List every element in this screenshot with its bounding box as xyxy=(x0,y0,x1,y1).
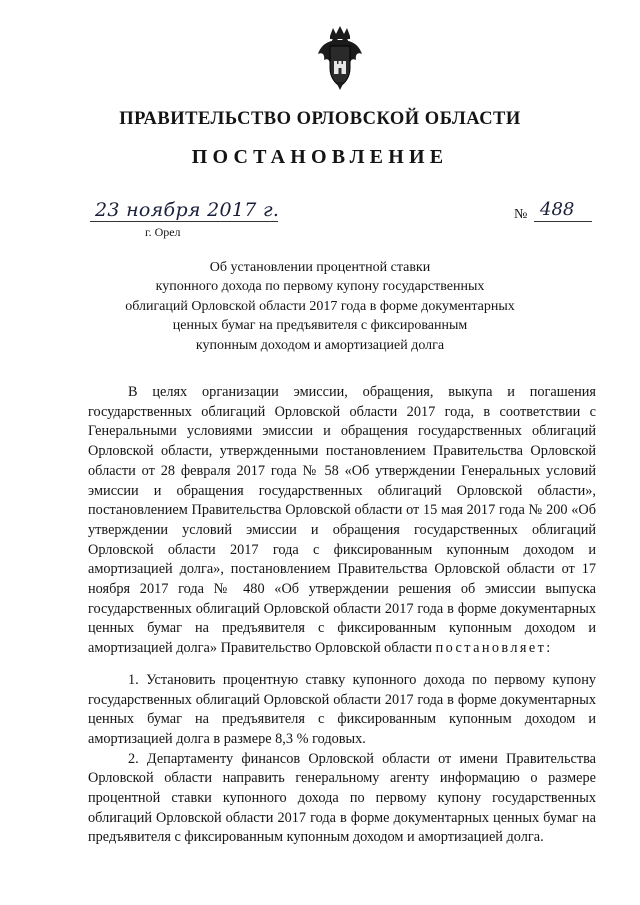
document-body xyxy=(88,383,596,848)
document-subject xyxy=(110,258,530,355)
government-title: ПРАВИТЕЛЬСТВО ОРЛОВСКОЙ ОБЛАСТИ xyxy=(119,109,521,129)
preamble-paragraph xyxy=(88,383,596,659)
item-1-paragraph: 1. Установить процентную ставку купонного дохода по первому купону государственных облигаций Орловской области 2017 года в форме документарных ценных бумаг на предъявителя с фиксированным купонным доходом и амортизацией долга в размере 8,3 % годовых. xyxy=(88,671,596,747)
handwritten-date: 23 ноября 2017 г. xyxy=(95,199,280,221)
date-underline xyxy=(90,221,278,222)
city-label: г. Орел xyxy=(145,225,181,239)
resolves-word: постановляет: xyxy=(435,640,553,657)
subject-line: облигаций Орловской области 2017 года в форме документарных xyxy=(125,298,515,314)
handwritten-number: 488 xyxy=(540,199,575,220)
subject-line: Об установлении процентной ставки xyxy=(209,260,431,275)
preamble-text: В целях организации эмиссии, обращения, выкупа и погашения государственных облигаций Орловской области 2017 года, в соответствии с Генеральными условиями эмиссии и обращения государственных облигаций Орловской области, утвержденными постановлением Правительства Орловской области от 28 февраля 2017 года № 58 «Об утверждении Генеральных условий эмиссии и обращения государственных облигаций Орловской области», постановлением Правительства Орловской области от 15 мая 2017 года № 200 «Об утверждении условий эмиссии и обращения государственных облигаций Орловской области 2017 года с фиксированным купонным доходом и амортизацией долга», постановлением Правительства Орловской области от 17 ноября 2017 года № 480 «Об утверждении решения об эмиссии выпуска государственных облигаций Орловской области 2017 года в форме документарных ценных бумаг на предъявителя с фиксированным купонным доходом и амортизацией долга» Правительство Орловской области xyxy=(88,384,596,657)
item-2-paragraph: 2. Департаменту финансов Орловской области от имени Правительства Орловской области направить генеральному агенту информацию о размере процентной ставки купонного дохода по первому купону государственных облигаций Орловской области 2017 года в форме документарных ценных бумаг на предъявителя с фиксированным купонным доходом и амортизацией долга. xyxy=(88,750,596,846)
number-label: № xyxy=(514,207,528,222)
subject-line: купонным доходом и амортизацией долга xyxy=(195,337,445,353)
subject-line: купонного дохода по первому купону государственных xyxy=(155,279,485,295)
number-underline xyxy=(534,221,592,222)
document-type-title: ПОСТАНОВЛЕНИЕ xyxy=(191,146,449,168)
subject-line: ценных бумаг на предъявителя с фиксированным xyxy=(172,318,468,334)
coat-of-arms-icon xyxy=(316,24,364,90)
